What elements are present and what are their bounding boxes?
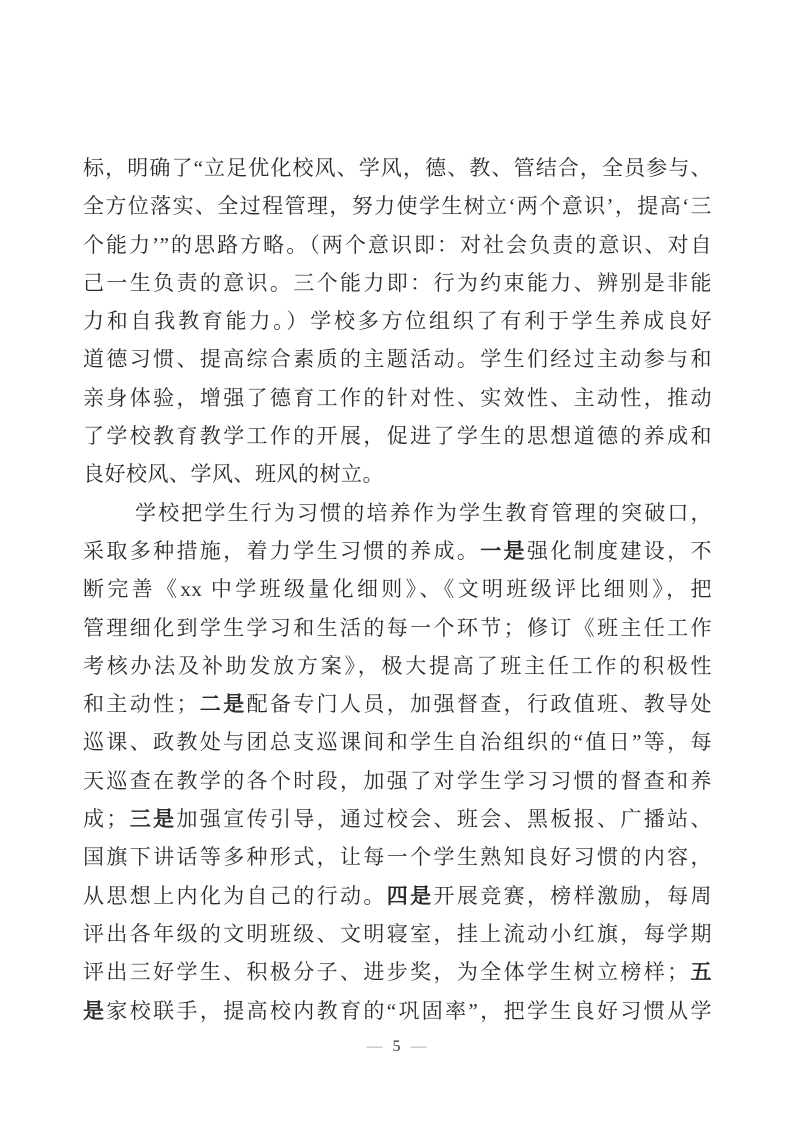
ordinal-emphasis-text: 二是 [197,692,247,717]
text-line [83,532,712,570]
text-line [83,838,712,876]
ordinal-emphasis-text: 四是 [386,883,434,908]
body-text: 采取多种措施，着力学生习惯的养成。 [83,538,481,563]
text-line [83,762,712,800]
text-line [83,379,712,417]
body-text: 巡课、政教处与团总支巡课间和学生自治组织的“值日”等，每 [83,730,712,755]
body-text: 从思想上内化为自己的行动。 [83,883,387,908]
ordinal-emphasis-text: 三是 [127,807,177,832]
body-text: 评出各年级的文明班级、文明寝室，挂上流动小红旗，每学期 [83,921,712,946]
text-line [83,800,712,838]
text-line [83,723,712,761]
text-line [83,992,712,1030]
body-text: 学校把学生行为习惯的培养作为学生教育管理的突破口， [135,500,712,525]
text-line [83,455,712,493]
body-text: 个能力’”的思路方略。（两个意识即：对社会负责的意识、对自 [83,232,712,257]
ordinal-emphasis-text: 五 [688,960,713,985]
text-line [83,570,712,608]
body-text: 天巡查在教学的各个时段，加强了对学生学习习惯的督查和养 [83,768,712,793]
ordinal-emphasis-text: 是 [83,998,107,1023]
page-number-value: 5 [392,1038,401,1055]
page-number-left-dash: — [366,1038,383,1055]
page-number-right-dash: — [410,1038,427,1055]
body-text: 亲身体验，增强了德育工作的针对性、实效性、主动性，推动 [83,385,712,410]
text-line [83,264,712,302]
text-line [83,302,712,340]
body-text: 道德习惯、提高综合素质的主题活动。学生们经过主动参与和 [83,347,712,372]
body-text: 断完善《xx 中学班级量化细则》、《文明班级评比细则》，把 [83,577,712,602]
text-line [83,494,712,532]
text-line [83,685,712,723]
body-text: 配备专门人员，加强督查，行政值班、教导处 [246,692,713,717]
body-text: 考核办法及补助发放方案》，极大提高了班主任工作的积极性 [83,653,712,678]
body-text: 评出三好学生、积极分子、进步奖，为全体学生树立榜样； [83,960,689,985]
text-line [83,417,712,455]
body-text: 全方位落实、全过程管理，努力使学生树立‘两个意识’，提高‘三 [83,194,712,219]
body-text: 强化制度建设，不 [526,538,713,563]
body-text: 标，明确了“立足优化校风、学风，德、教、管结合，全员参与、 [83,156,712,180]
ordinal-emphasis-text: 一是 [480,538,527,563]
document-body [83,149,712,1030]
body-text: 了学校教育教学工作的开展，促进了学生的思想道德的养成和 [83,424,712,449]
body-text: 成； [83,807,128,832]
body-text: 家校联手，提高校内教育的“巩固率”，把学生良好习惯从学 [106,998,713,1023]
text-line [83,609,712,647]
page-number [0,1036,793,1058]
body-text: 管理细化到学生学习和生活的每一个环节；修订《班主任工作 [83,615,712,640]
body-text: 己一生负责的意识。三个能力即：行为约束能力、辨别是非能 [83,270,712,295]
body-text: 开展竞赛，榜样激励，每周 [433,883,713,908]
text-line [83,953,712,991]
body-text: 国旗下讲话等多种形式，让每一个学生熟知良好习惯的内容， [83,845,712,870]
body-text: 良好校风、学风、班风的树立。 [83,462,384,487]
text-line [83,647,712,685]
text-line [83,340,712,378]
text-line [83,226,712,264]
text-line [83,187,712,225]
text-line [83,915,712,953]
text-line [83,149,712,187]
body-text: 和主动性； [83,692,198,717]
body-text: 加强宣传引导，通过校会、班会、黑板报、广播站、 [176,807,713,832]
body-text: 力和自我教育能力。）学校多方位组织了有利于学生养成良好 [83,309,712,334]
text-line [83,877,712,915]
